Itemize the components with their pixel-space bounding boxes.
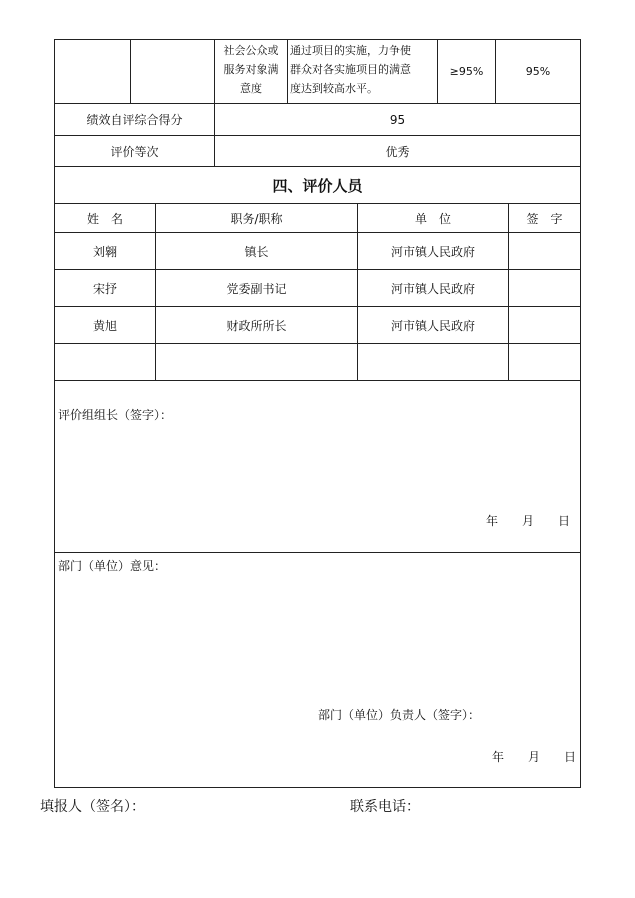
row-2-title: 党委副书记 (226, 281, 287, 296)
description-line-2: 群众对各实施项目的满意 (290, 63, 411, 76)
description-line-3: 度达到较高水平。 (290, 82, 378, 95)
v-top-3 (287, 39, 288, 103)
row-3-unit: 河市镇人民政府 (390, 318, 475, 333)
score-label: 绩效自评综合得分 (86, 113, 183, 127)
row-4-unit (358, 344, 508, 380)
indicator-line-2: 服务对象满 (223, 63, 279, 76)
row-1-title: 镇长 (244, 244, 269, 259)
row-4-name (55, 344, 155, 380)
dept-opinion-label[interactable]: 部门（单位）意见： (58, 559, 167, 573)
leader-sign-label[interactable]: 评价组组长（签字）： (58, 408, 173, 422)
row-2-sign[interactable] (509, 270, 580, 306)
row-4-sign[interactable] (509, 344, 580, 380)
row-3-sign[interactable] (509, 307, 580, 343)
rule-bottom (54, 787, 581, 788)
row-1-unit: 河市镇人民政府 (390, 244, 475, 259)
description-line-1: 通过项目的实施，力争使 (290, 44, 411, 57)
header-name: 姓 名 (86, 211, 123, 226)
row-1-name: 刘翱 (92, 244, 117, 259)
indicator-line-1: 社会公众或 (223, 44, 279, 57)
target-value: ≥95% (449, 65, 484, 78)
score-value: 95 (389, 112, 406, 127)
indicator-cell (216, 41, 286, 101)
header-title: 职务/职称 (230, 211, 283, 226)
row-1-sign[interactable] (509, 233, 580, 269)
header-sign: 签 字 (526, 211, 563, 226)
v-top-1 (130, 39, 131, 103)
grade-label: 评价等次 (110, 144, 159, 159)
row-2-unit: 河市镇人民政府 (390, 281, 475, 296)
actual-value: 95% (525, 65, 551, 78)
row-2-name: 宋抒 (92, 281, 117, 296)
dept-date: 年 月 日 (492, 750, 577, 764)
indicator-line-3: 意度 (240, 82, 262, 95)
description-cell (290, 41, 436, 101)
row-4-title (156, 344, 357, 380)
row-3-title: 财政所所长 (226, 318, 287, 333)
rule-10 (54, 552, 581, 553)
leader-date: 年 月 日 (486, 514, 571, 528)
filler-sign-label[interactable]: 填报人（签名）： (40, 799, 145, 815)
header-unit: 单 位 (414, 211, 451, 226)
grade-value: 优秀 (385, 144, 410, 159)
dept-head-sign-label[interactable]: 部门（单位）负责人（签字）： (318, 708, 481, 722)
table-right-border (580, 39, 581, 787)
rule-9 (54, 380, 581, 381)
section-title: 四、评价人员 (272, 176, 363, 195)
v-top-2 (214, 39, 215, 103)
contact-phone-label[interactable]: 联系电话： (350, 799, 420, 815)
row-3-name: 黄旭 (92, 318, 117, 333)
